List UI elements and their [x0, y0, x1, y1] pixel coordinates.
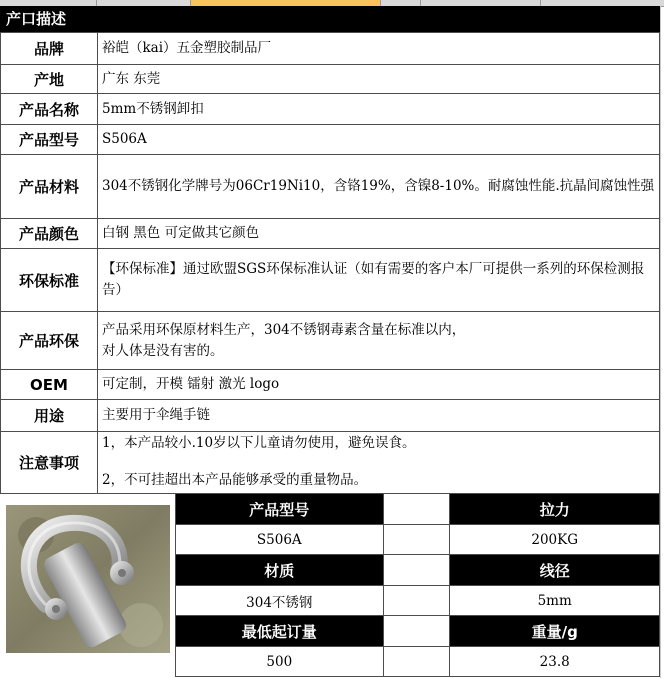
param-header-model[interactable]: 产品型号 — [176, 494, 384, 525]
row-label[interactable]: 产地 — [1, 65, 98, 94]
table-row — [1, 432, 660, 494]
product-photo — [6, 505, 170, 653]
table-row — [1, 312, 660, 370]
table-row — [1, 370, 660, 400]
empty-cell[interactable] — [383, 616, 450, 647]
param-value-material[interactable]: 304不锈钢 — [176, 586, 384, 616]
row-value[interactable]: 白钢 黑色 可定做其它颜色 — [98, 219, 660, 249]
empty-cell[interactable] — [383, 525, 450, 555]
row-label[interactable]: 产品材料 — [1, 155, 98, 219]
row-label[interactable]: OEM — [1, 370, 98, 400]
param-value-diameter[interactable]: 5mm — [450, 586, 660, 616]
param-value-moq[interactable]: 500 — [176, 647, 384, 677]
bottom-section — [0, 493, 660, 678]
row-label[interactable]: 环保标准 — [1, 249, 98, 312]
table-row — [1, 155, 660, 219]
section-title[interactable]: 产口描述 — [0, 6, 660, 32]
row-value[interactable]: 【环保标准】通过欧盟SGS环保标准认证（如有需要的客户本厂可提供一系列的环保检测报告） — [98, 249, 660, 312]
empty-cell[interactable] — [383, 494, 450, 525]
row-label[interactable]: 品牌 — [1, 33, 98, 65]
params-table — [175, 493, 660, 677]
param-value-model[interactable]: S506A — [176, 525, 384, 555]
empty-cell[interactable] — [383, 555, 450, 586]
row-label[interactable]: 产品颜色 — [1, 219, 98, 249]
param-header-weight[interactable]: 重量/g — [450, 616, 660, 647]
row-value[interactable]: 主要用于伞绳手链 — [98, 400, 660, 432]
param-value-tension[interactable]: 200KG — [450, 525, 660, 555]
row-label[interactable]: 产品型号 — [1, 125, 98, 155]
row-value[interactable]: 可定制，开模 镭射 激光 logo — [98, 370, 660, 400]
row-value-line: 1，本产品较小.10岁以下儿童请勿使用，避免误食。 — [102, 435, 416, 451]
row-value[interactable] — [98, 312, 660, 370]
param-header-diameter[interactable]: 线径 — [450, 555, 660, 586]
row-label[interactable]: 产品环保 — [1, 312, 98, 370]
gridline — [660, 6, 661, 678]
row-value[interactable]: 304不锈钢化学牌号为06Cr19Ni10，含铬19%，含镍8-10%。耐腐蚀性能.抗晶间腐蚀性强 — [98, 155, 660, 219]
table-row — [1, 219, 660, 249]
row-value[interactable] — [98, 432, 660, 494]
row-value[interactable]: S506A — [98, 125, 660, 155]
param-header-material[interactable]: 材质 — [176, 555, 384, 586]
empty-cell[interactable] — [383, 586, 450, 616]
row-value-line: 产品采用环保原材料生产，304不锈钢毒素含量在标准以内， — [102, 321, 466, 338]
table-row — [1, 94, 660, 125]
param-header-tension[interactable]: 拉力 — [450, 494, 660, 525]
table-row — [1, 125, 660, 155]
param-value-weight[interactable]: 23.8 — [450, 647, 660, 677]
row-value-line: 对人体是没有害的。 — [102, 342, 224, 359]
table-row — [1, 249, 660, 312]
table-row — [1, 65, 660, 94]
row-value[interactable]: 裕皑（kai）五金塑胶制品厂 — [98, 33, 660, 65]
row-label[interactable]: 产品名称 — [1, 94, 98, 125]
row-label[interactable]: 用途 — [1, 400, 98, 432]
row-value[interactable]: 广东 东莞 — [98, 65, 660, 94]
spec-table — [0, 32, 660, 494]
table-row — [1, 400, 660, 432]
param-header-moq[interactable]: 最低起订量 — [176, 616, 384, 647]
empty-cell[interactable] — [383, 647, 450, 677]
row-value[interactable]: 5mm不锈钢卸扣 — [98, 94, 660, 125]
row-value-line: 2，不可挂超出本产品能够承受的重量物品。 — [102, 472, 368, 488]
row-label[interactable]: 注意事项 — [1, 432, 98, 494]
table-row — [1, 33, 660, 65]
